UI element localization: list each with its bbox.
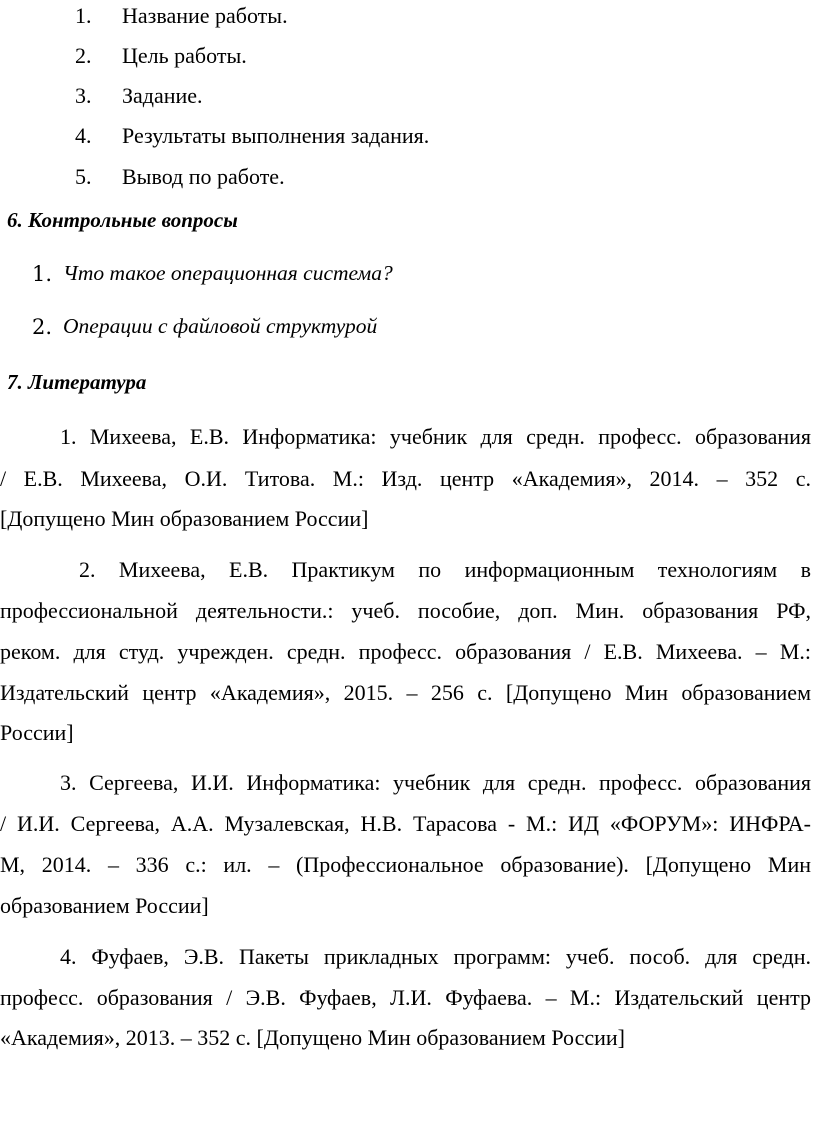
question-number: 1. (32, 262, 53, 286)
question-text: Операции с файловой структурой (63, 314, 378, 338)
report-item-number: 2. (75, 43, 92, 68)
reference-line: 3. Сергеева, И.И. Информатика: учебник для средн. професс. образования (60, 770, 811, 795)
reference-line: професс. образования / Э.В. Фуфаев, Л.И. Фуфаева. – М.: Издательский центр (0, 985, 811, 1010)
reference-line: М, 2014. – 336 с.: ил. – (Профессиональное образование). [Допущено Мин (0, 852, 811, 877)
report-item-number: 1. (75, 3, 92, 28)
reference-line: профессиональной деятельности.: учеб. пособие, доп. Мин. образования РФ, (0, 598, 811, 623)
reference-line: 2. Михеева, Е.В. Практикум по информационным технологиям в (79, 557, 811, 582)
report-item-text: Название работы. (122, 3, 288, 28)
reference-line: реком. для студ. учрежден. средн. професс. образования / Е.В. Михеева. – М.: (0, 639, 811, 664)
reference-line: образованием России] (0, 893, 209, 918)
reference-line: / Е.В. Михеева, О.И. Титова. М.: Изд. центр «Академия», 2014. – 352 с. (0, 466, 811, 491)
report-item-number: 4. (75, 123, 92, 148)
reference-line: «Академия», 2013. – 352 с. [Допущено Мин образованием России] (0, 1025, 625, 1050)
questions-heading: 6. Контрольные вопросы (7, 208, 238, 232)
report-item-text: Результаты выполнения задания. (122, 123, 430, 148)
question-number: 2. (32, 315, 53, 339)
literature-heading: 7. Литература (7, 370, 147, 394)
question-text: Что такое операционная система? (63, 261, 393, 285)
reference-line: 4. Фуфаев, Э.В. Пакеты прикладных программ: учеб. пособ. для средн. (60, 944, 811, 969)
reference-line: / И.И. Сергеева, А.А. Музалевская, Н.В. Тарасова - М.: ИД «ФОРУМ»: ИНФРА- (0, 811, 811, 836)
report-item-number: 3. (75, 83, 92, 108)
reference-line: Издательский центр «Академия», 2015. – 256 с. [Допущено Мин образованием (0, 680, 811, 705)
report-item-number: 5. (75, 164, 92, 189)
report-item-text: Вывод по работе. (122, 164, 285, 189)
report-item-text: Задание. (122, 83, 203, 108)
report-item-text: Цель работы. (122, 43, 247, 68)
reference-line: России] (0, 720, 74, 745)
reference-line: [Допущено Мин образованием России] (0, 506, 369, 531)
reference-line: 1. Михеева, Е.В. Информатика: учебник для средн. професс. образования (60, 424, 811, 449)
